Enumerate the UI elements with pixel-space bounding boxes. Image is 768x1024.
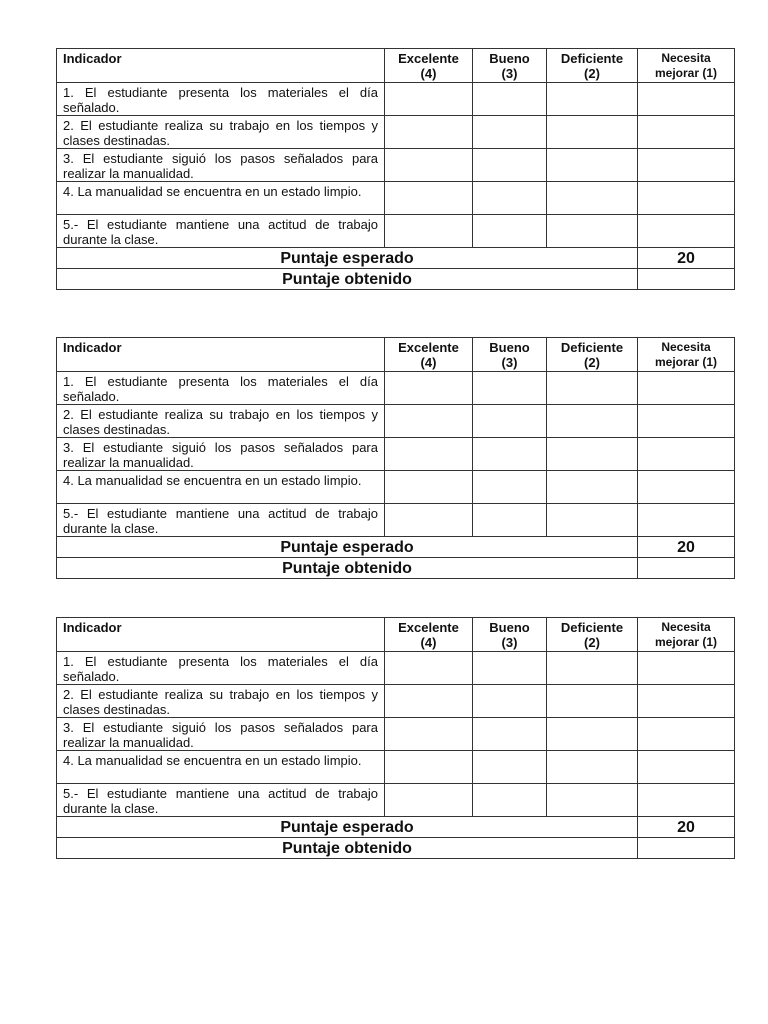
table-row xyxy=(57,438,735,471)
score-cell-excellent[interactable] xyxy=(385,116,473,149)
table-row xyxy=(57,784,735,817)
score-cell-excellent[interactable] xyxy=(385,215,473,248)
score-cell-good[interactable] xyxy=(473,405,547,438)
score-cell-excellent[interactable] xyxy=(385,405,473,438)
header-indicator: Indicador xyxy=(57,618,385,652)
expected-score-value: 20 xyxy=(638,248,735,269)
indicator-text: 5.- El estudiante mantiene una actitud de trabajo durante la clase. xyxy=(57,215,385,248)
score-cell-excellent[interactable] xyxy=(385,784,473,817)
table-row xyxy=(57,83,735,116)
score-cell-deficient[interactable] xyxy=(547,718,638,751)
score-cell-deficient[interactable] xyxy=(547,116,638,149)
table-row xyxy=(57,182,735,215)
header-good: Bueno (3) xyxy=(473,338,547,372)
score-cell-deficient[interactable] xyxy=(547,751,638,784)
table-row xyxy=(57,751,735,784)
score-cell-needs-improvement[interactable] xyxy=(638,372,735,405)
score-cell-needs-improvement[interactable] xyxy=(638,215,735,248)
score-cell-deficient[interactable] xyxy=(547,438,638,471)
indicator-text: 1. El estudiante presenta los materiales el día señalado. xyxy=(57,372,385,405)
table-row xyxy=(57,718,735,751)
score-cell-needs-improvement[interactable] xyxy=(638,718,735,751)
score-cell-deficient[interactable] xyxy=(547,215,638,248)
score-cell-needs-improvement[interactable] xyxy=(638,438,735,471)
score-cell-excellent[interactable] xyxy=(385,751,473,784)
table-row xyxy=(57,215,735,248)
table-row xyxy=(57,471,735,504)
expected-score-label: Puntaje esperado xyxy=(57,817,638,838)
obtained-score-label: Puntaje obtenido xyxy=(57,558,638,579)
score-cell-good[interactable] xyxy=(473,751,547,784)
header-needs-improvement: Necesita mejorar (1) xyxy=(638,49,735,83)
score-cell-good[interactable] xyxy=(473,149,547,182)
indicator-text: 1. El estudiante presenta los materiales el día señalado. xyxy=(57,83,385,116)
table-row xyxy=(57,149,735,182)
score-cell-excellent[interactable] xyxy=(385,718,473,751)
header-deficient: Deficiente (2) xyxy=(547,618,638,652)
score-cell-good[interactable] xyxy=(473,438,547,471)
header-excellent: Excelente (4) xyxy=(385,49,473,83)
score-cell-good[interactable] xyxy=(473,372,547,405)
score-cell-good[interactable] xyxy=(473,784,547,817)
score-cell-needs-improvement[interactable] xyxy=(638,116,735,149)
score-cell-deficient[interactable] xyxy=(547,182,638,215)
score-cell-excellent[interactable] xyxy=(385,149,473,182)
expected-score-label: Puntaje esperado xyxy=(57,537,638,558)
table-row xyxy=(57,685,735,718)
score-cell-good[interactable] xyxy=(473,652,547,685)
score-cell-good[interactable] xyxy=(473,504,547,537)
score-cell-excellent[interactable] xyxy=(385,504,473,537)
score-cell-excellent[interactable] xyxy=(385,372,473,405)
score-cell-excellent[interactable] xyxy=(385,83,473,116)
score-cell-needs-improvement[interactable] xyxy=(638,652,735,685)
score-cell-deficient[interactable] xyxy=(547,471,638,504)
score-cell-good[interactable] xyxy=(473,83,547,116)
indicator-text: 4. La manualidad se encuentra en un estado limpio. xyxy=(57,471,385,504)
indicator-text: 4. La manualidad se encuentra en un estado limpio. xyxy=(57,182,385,215)
score-cell-needs-improvement[interactable] xyxy=(638,471,735,504)
indicator-text: 2. El estudiante realiza su trabajo en los tiempos y clases destinadas. xyxy=(57,116,385,149)
indicator-text: 1. El estudiante presenta los materiales el día señalado. xyxy=(57,652,385,685)
score-cell-needs-improvement[interactable] xyxy=(638,751,735,784)
table-row xyxy=(57,504,735,537)
header-excellent: Excelente (4) xyxy=(385,338,473,372)
header-excellent: Excelente (4) xyxy=(385,618,473,652)
table-row xyxy=(57,405,735,438)
score-cell-needs-improvement[interactable] xyxy=(638,149,735,182)
score-cell-good[interactable] xyxy=(473,182,547,215)
expected-score-value: 20 xyxy=(638,537,735,558)
header-deficient: Deficiente (2) xyxy=(547,49,638,83)
score-cell-deficient[interactable] xyxy=(547,405,638,438)
obtained-score-value[interactable] xyxy=(638,838,735,859)
indicator-text: 3. El estudiante siguió los pasos señalados para realizar la manualidad. xyxy=(57,149,385,182)
header-good: Bueno (3) xyxy=(473,49,547,83)
score-cell-deficient[interactable] xyxy=(547,784,638,817)
score-cell-excellent[interactable] xyxy=(385,182,473,215)
score-cell-deficient[interactable] xyxy=(547,149,638,182)
indicator-text: 2. El estudiante realiza su trabajo en los tiempos y clases destinadas. xyxy=(57,685,385,718)
expected-score-value: 20 xyxy=(638,817,735,838)
score-cell-deficient[interactable] xyxy=(547,685,638,718)
indicator-text: 2. El estudiante realiza su trabajo en los tiempos y clases destinadas. xyxy=(57,405,385,438)
table-row xyxy=(57,372,735,405)
header-deficient: Deficiente (2) xyxy=(547,338,638,372)
score-cell-good[interactable] xyxy=(473,116,547,149)
score-cell-excellent[interactable] xyxy=(385,685,473,718)
score-cell-deficient[interactable] xyxy=(547,372,638,405)
obtained-score-label: Puntaje obtenido xyxy=(57,838,638,859)
score-cell-needs-improvement[interactable] xyxy=(638,83,735,116)
score-cell-excellent[interactable] xyxy=(385,471,473,504)
indicator-text: 3. El estudiante siguió los pasos señalados para realizar la manualidad. xyxy=(57,438,385,471)
indicator-text: 5.- El estudiante mantiene una actitud de trabajo durante la clase. xyxy=(57,504,385,537)
score-cell-needs-improvement[interactable] xyxy=(638,504,735,537)
obtained-score-label: Puntaje obtenido xyxy=(57,269,638,290)
header-good: Bueno (3) xyxy=(473,618,547,652)
score-cell-deficient[interactable] xyxy=(547,504,638,537)
header-indicator: Indicador xyxy=(57,338,385,372)
indicator-text: 3. El estudiante siguió los pasos señalados para realizar la manualidad. xyxy=(57,718,385,751)
score-cell-needs-improvement[interactable] xyxy=(638,405,735,438)
score-cell-needs-improvement[interactable] xyxy=(638,182,735,215)
score-cell-good[interactable] xyxy=(473,215,547,248)
score-cell-good[interactable] xyxy=(473,718,547,751)
obtained-score-value[interactable] xyxy=(638,269,735,290)
rubric-table xyxy=(56,617,735,859)
score-cell-excellent[interactable] xyxy=(385,438,473,471)
score-cell-deficient[interactable] xyxy=(547,652,638,685)
expected-score-label: Puntaje esperado xyxy=(57,248,638,269)
rubric-table xyxy=(56,337,735,579)
score-cell-good[interactable] xyxy=(473,471,547,504)
header-indicator: Indicador xyxy=(57,49,385,83)
indicator-text: 4. La manualidad se encuentra en un estado limpio. xyxy=(57,751,385,784)
indicator-text: 5.- El estudiante mantiene una actitud de trabajo durante la clase. xyxy=(57,784,385,817)
table-row xyxy=(57,652,735,685)
score-cell-excellent[interactable] xyxy=(385,652,473,685)
score-cell-needs-improvement[interactable] xyxy=(638,784,735,817)
header-needs-improvement: Necesita mejorar (1) xyxy=(638,338,735,372)
table-row xyxy=(57,116,735,149)
score-cell-good[interactable] xyxy=(473,685,547,718)
score-cell-needs-improvement[interactable] xyxy=(638,685,735,718)
obtained-score-value[interactable] xyxy=(638,558,735,579)
rubric-table xyxy=(56,48,735,290)
header-needs-improvement: Necesita mejorar (1) xyxy=(638,618,735,652)
score-cell-deficient[interactable] xyxy=(547,83,638,116)
